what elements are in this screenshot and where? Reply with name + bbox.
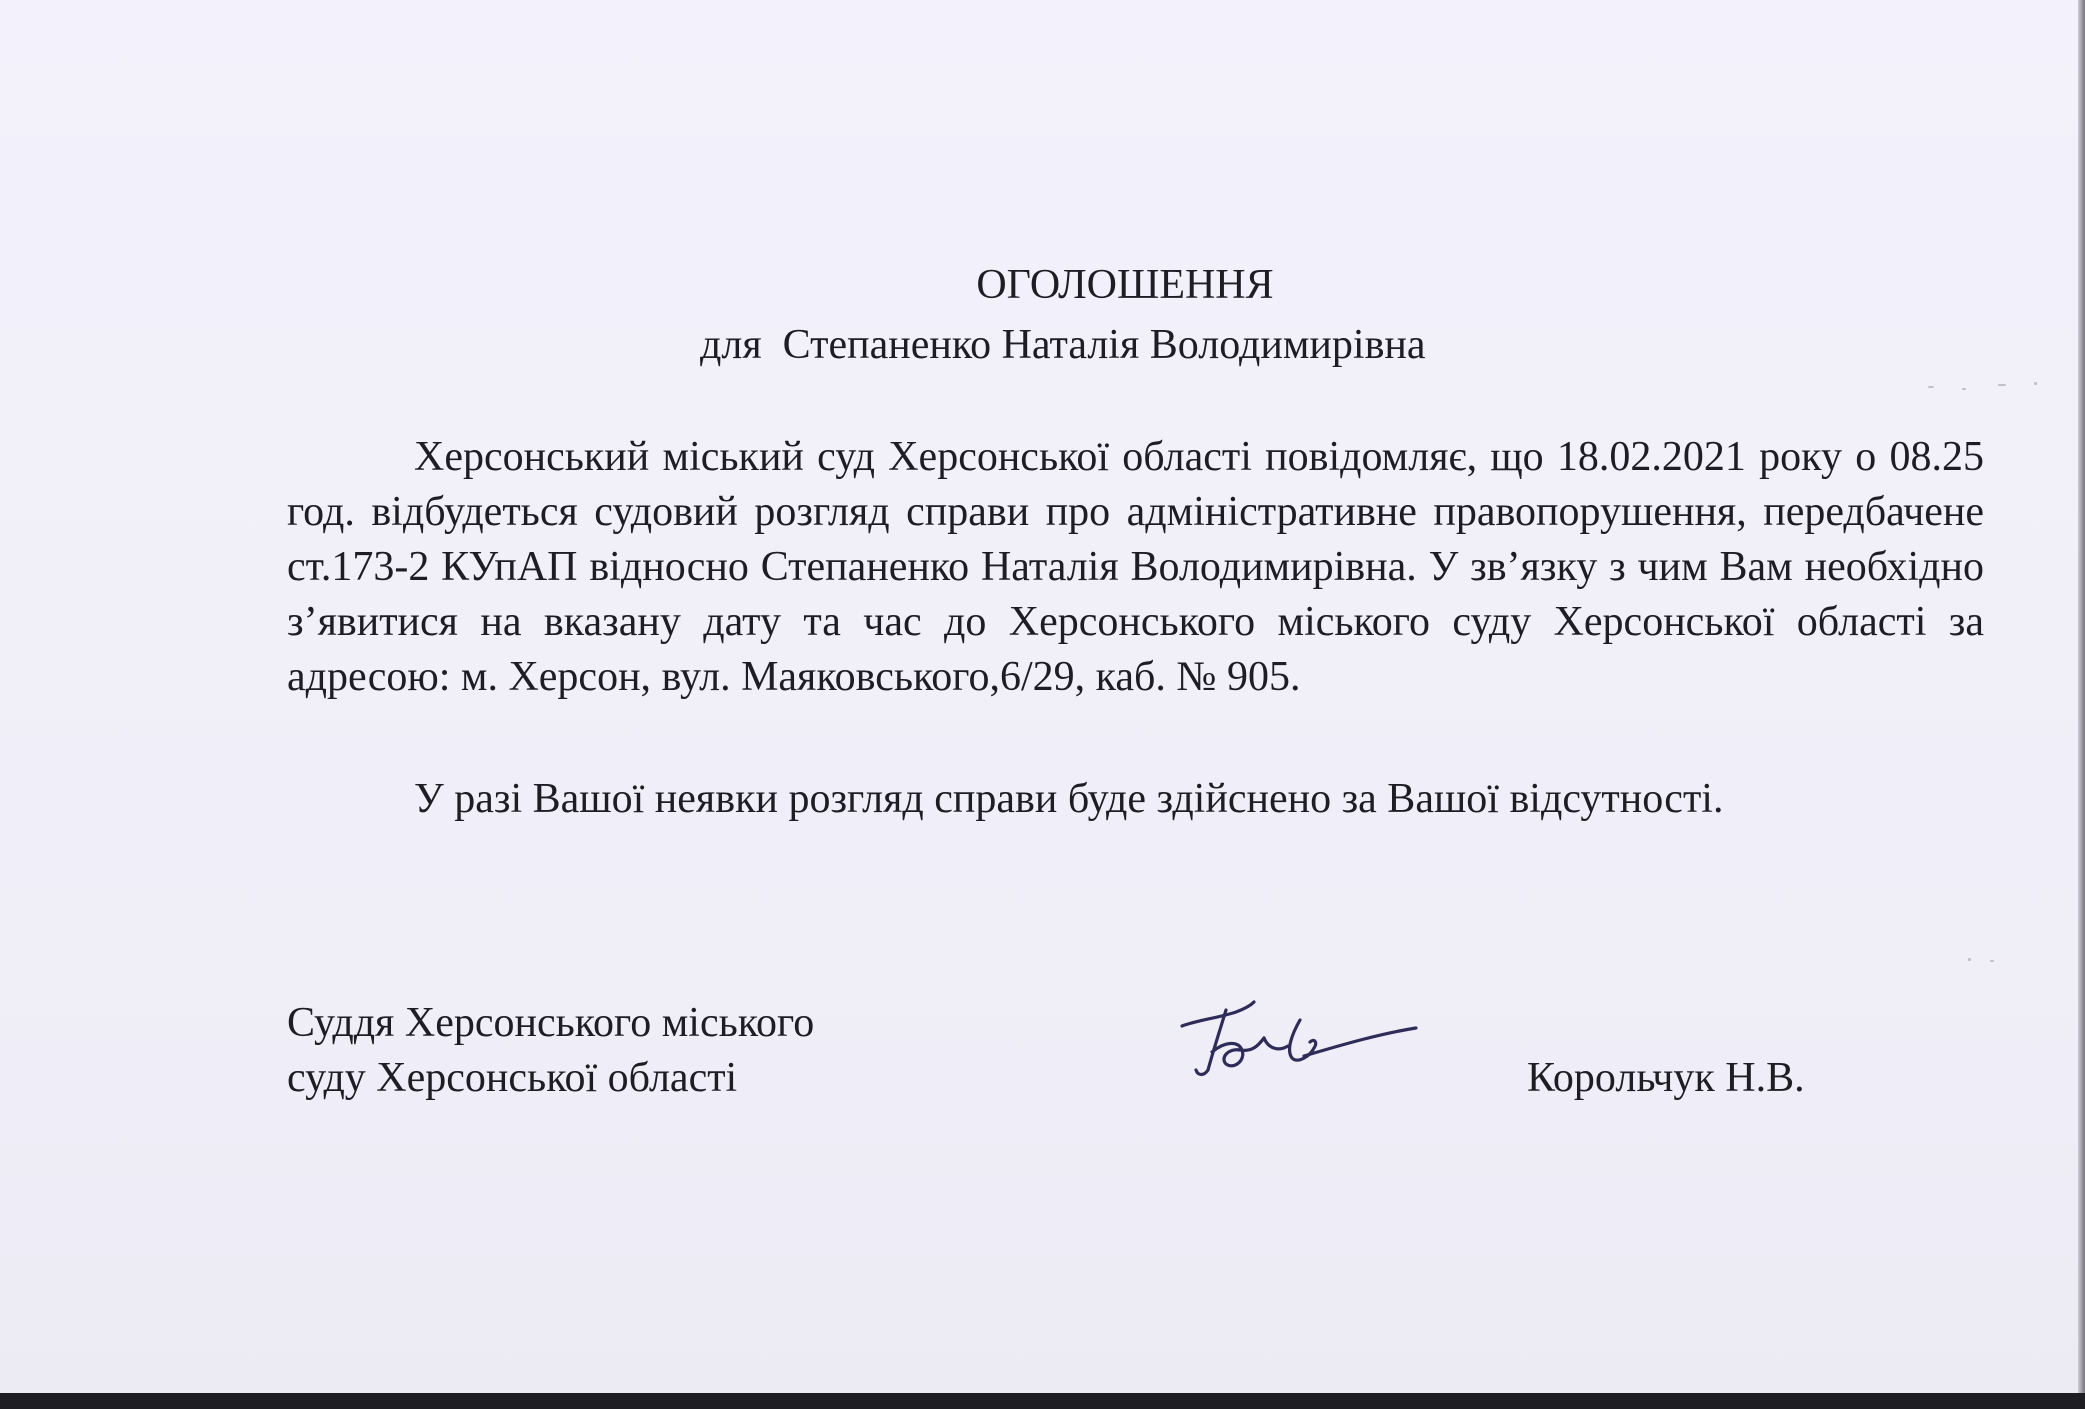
paper-speck <box>1962 388 1966 390</box>
judge-title-line-1: Суддя Херсонського міського <box>287 1000 815 1046</box>
paper-speck <box>1998 384 2006 386</box>
paper-right-edge <box>2078 0 2085 1409</box>
paper-speck <box>2034 382 2037 385</box>
judge-title-line-2: суду Херсонської області <box>287 1055 738 1101</box>
paper-speck <box>1990 960 1994 962</box>
notice-addressee: для Степаненко Наталія Володимирівна <box>700 322 1426 368</box>
notice-absence-paragraph: У разі Вашої неявки розгляд справи буде здійснено за Вашої відсутності. <box>414 776 1724 822</box>
notice-body-paragraph: Херсонський міський суд Херсонської області повідомляє, що 18.02.2021 року о 08.25 год. відбудеться судовий розгляд справи про адміністративне правопорушення, передбачене ст.173-2 КУпАП відносно Степаненко Наталія Володимирівна. У зв’язку з чим Вам необхідно з’явитися на вказану дату та час до Херсонського міського суду Херсонської області за адресою: м. Херсон, вул. Маяковського,6/29, каб. № 905. <box>287 434 1984 700</box>
paper-speck <box>1968 958 1971 961</box>
judge-title <box>287 996 814 1106</box>
handwritten-signature <box>1168 990 1428 1090</box>
notice-title: ОГОЛОШЕННЯ <box>976 262 1274 308</box>
judge-name: Корольчук Н.В. <box>1527 1055 1805 1101</box>
paper-speck <box>1928 386 1934 388</box>
desk-surface <box>0 1393 2085 1409</box>
